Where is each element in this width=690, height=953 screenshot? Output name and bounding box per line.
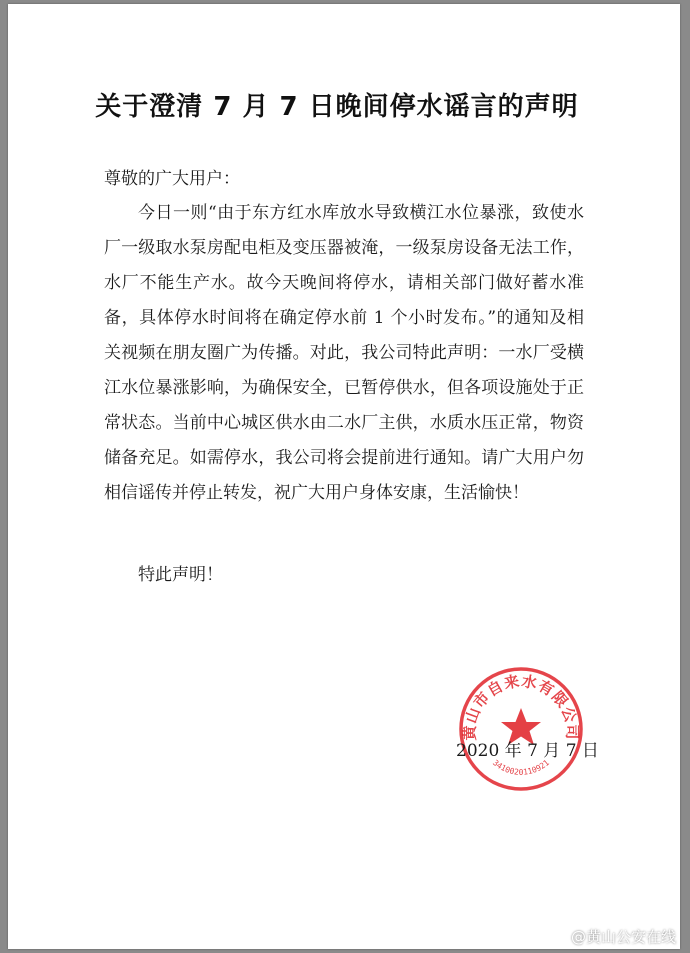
document-title: 关于澄清 7 月 7 日晚间停水谣言的声明	[95, 92, 579, 122]
seal-code: 3410020110921	[491, 758, 551, 777]
watermark-text: @黄山公安在线	[570, 928, 676, 946]
seal-text: 黄山市自来水有限公司	[460, 671, 582, 741]
closing-statement: 特此声明！	[138, 565, 223, 585]
salutation: 尊敬的广大用户：	[104, 169, 240, 189]
document-date: 2020 年 7 月 7 日	[456, 741, 599, 761]
weibo-icon	[549, 930, 567, 944]
body-paragraph: 今日一则“由于东方红水库放水导致横江水位暴涨，致使水厂一级取水泵房配电柜及变压器被淹，一级泵房设备无法工作，水厂不能生产水。故今天晚间将停水，请相关部门做好蓄水准备，具体停水时间将在确定停水前 1 个小时发布。”的通知及相关视频在朋友圈广为传播。对此，我公司特此声明：一水厂受横江水位暴涨影响，为确保安全，已暂停供水，但各项设施处于正常状态。当前中心城区供水由二水厂主供，水质水压正常，物资储备充足。如需停水，我公司将会提前进行通知。请广大用户勿相信谣传并停止转发，祝广大用户身体安康，生活愉快！	[104, 203, 584, 503]
watermark	[549, 926, 676, 947]
company-seal	[456, 664, 586, 794]
